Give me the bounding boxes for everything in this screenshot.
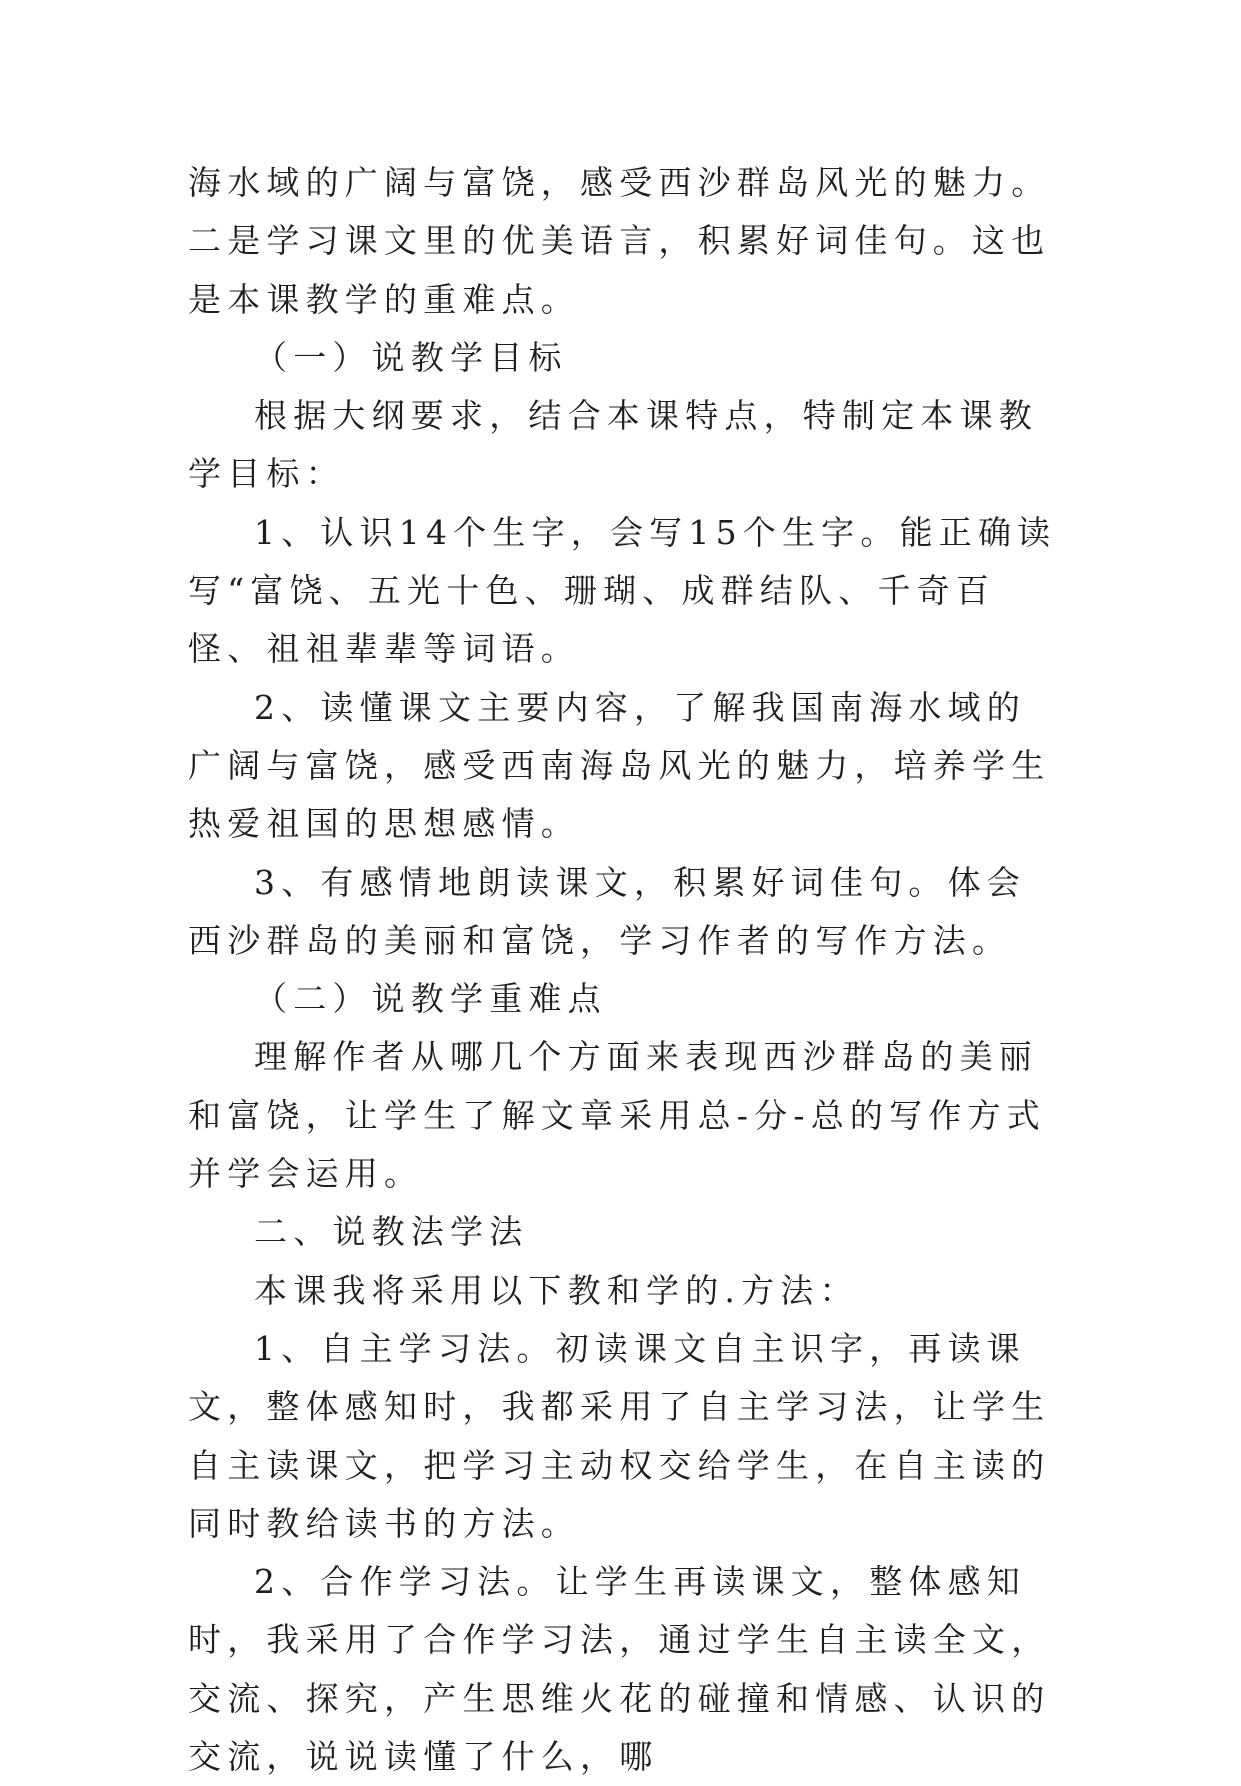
section-heading-teaching-goals: （一）说教学目标 [254, 337, 568, 377]
paragraph-goal-2: 2、读懂课文主要内容，了解我国南海水域的广阔与富饶，感受西南海岛风光的魅力，培养学生热爱祖国的思想感情。 [188, 687, 1051, 844]
document-body [188, 154, 1058, 1786]
paragraph-methods-intro: 本课我将采用以下教和学的.方法： [254, 1270, 859, 1310]
paragraph-goal-1: 1、认识14个生字，会写15个生字。能正确读写“富饶、五光十色、珊瑚、成群结队、千奇百怪、祖祖辈辈等词语。 [188, 512, 1057, 669]
paragraph-method-2: 2、合作学习法。让学生再读课文，整体感知时，我采用了合作学习法，通过学生自主读全文，交流、探究，产生思维火花的碰撞和情感、认识的交流，说说读懂了什么，哪 [188, 1562, 1051, 1777]
paragraph-goals-intro: 根据大纲要求，结合本课特点，特制定本课教学目标： [188, 396, 1038, 494]
section-heading-methods: 二、说教法学法 [254, 1212, 529, 1252]
paragraph-continuation: 海水域的广阔与富饶，感受西沙群岛风光的魅力。二是学习课文里的优美语言，积累好词佳句。这也是本课教学的重难点。 [188, 163, 1051, 319]
paragraph-key-points: 理解作者从哪几个方面来表现西沙群岛的美丽和富饶，让学生了解文章采用总-分-总的写作方式并学会运用。 [188, 1037, 1046, 1194]
section-heading-key-points: （二）说教学重难点 [254, 979, 607, 1019]
paragraph-goal-3: 3、有感情地朗读课文，积累好词佳句。体会西沙群岛的美丽和富饶，学习作者的写作方法。 [188, 862, 1026, 960]
paragraph-method-1: 1、自主学习法。初读课文自主识字，再读课文，整体感知时，我都采用了自主学习法，让学生自主读课文，把学习主动权交给学生，在自主读的同时教给读书的方法。 [188, 1328, 1051, 1543]
